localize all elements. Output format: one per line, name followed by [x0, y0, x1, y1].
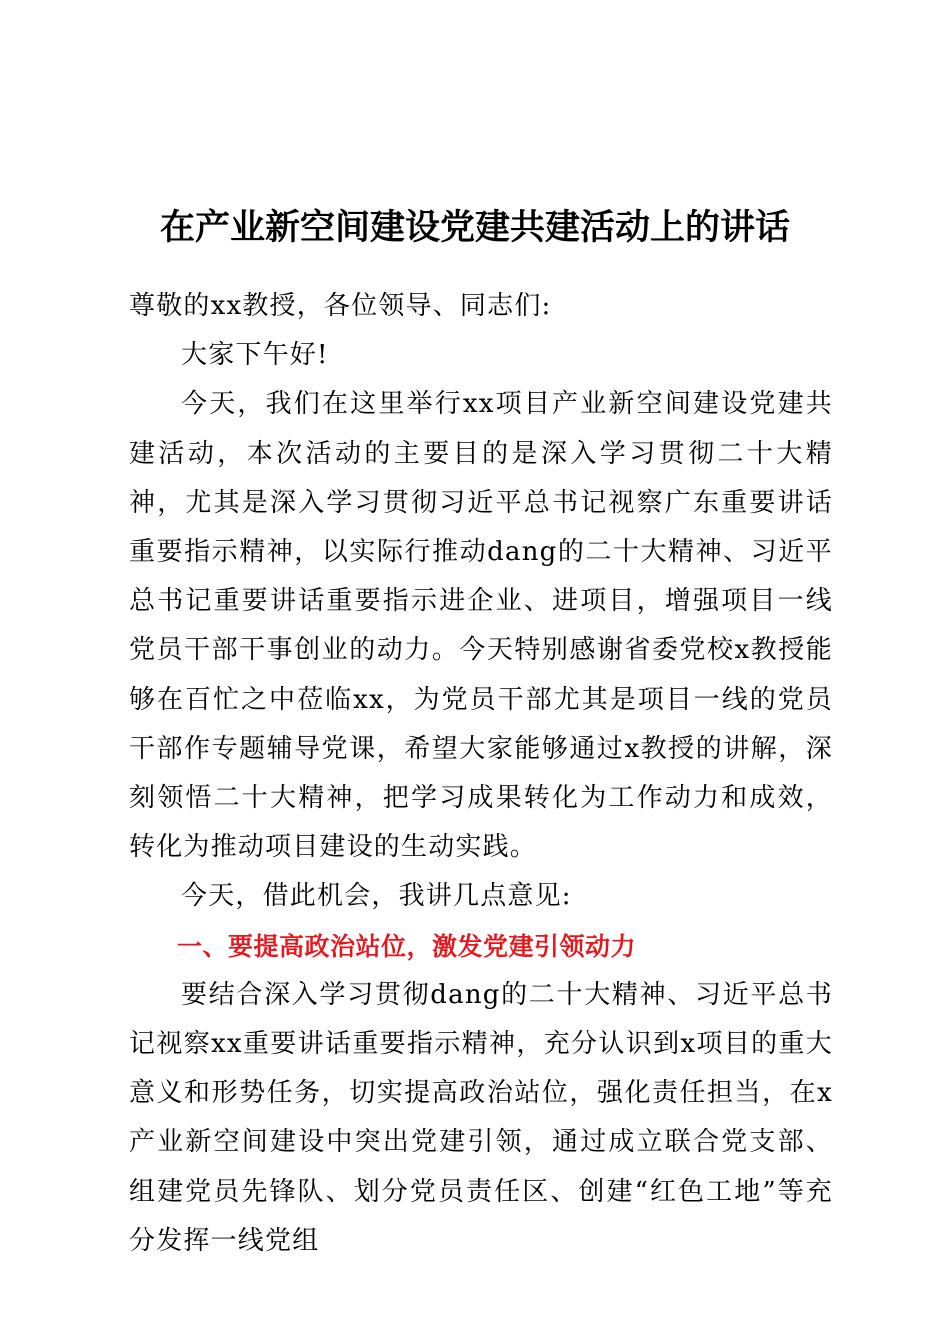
document-body: [129, 282, 833, 1266]
greeting: 大家下午好!: [181, 340, 329, 371]
paragraph: 今天，我们在这里举行xx项目产业新空间建设党建共建活动，本次活动的主要目的是深入学习贯彻二十大精神，尤其是深入学习贯彻习近平总书记视察广东重要讲话重要指示精神，以实际行推动dang的二十大精神、习近平总书记重要讲话重要指示进企业、进项目，增强项目一线党员干部干事创业的动力。今天特别感谢省委党校x教授能够在百忙之中莅临xx，为党员干部尤其是项目一线的党员干部作专题辅导党课，希望大家能够通过x教授的讲解，深刻领悟二十大精神，把学习成果转化为工作动力和成效，转化为推动项目建设的生动实践。: [129, 389, 833, 863]
paragraph: 要结合深入学习贯彻dang的二十大精神、习近平总书记视察xx重要讲话重要指示精神，充分认识到x项目的重大意义和形势任务，切实提高政治站位，强化责任担当，在x产业新空间建设中突出党建引领，通过成立联合党支部、组建党员先锋队、划分党员责任区、创建“红色工地”等充分发挥一线党组: [129, 979, 833, 1256]
salutation: 尊敬的xx教授，各位领导、同志们:: [129, 291, 552, 321]
paragraph: 今天，借此机会，我讲几点意见:: [181, 881, 572, 912]
section-heading: 一、要提高政治站位，激发党建引领动力: [177, 931, 637, 961]
document-title: 在产业新空间建设党建共建活动上的讲话: [159, 208, 790, 248]
